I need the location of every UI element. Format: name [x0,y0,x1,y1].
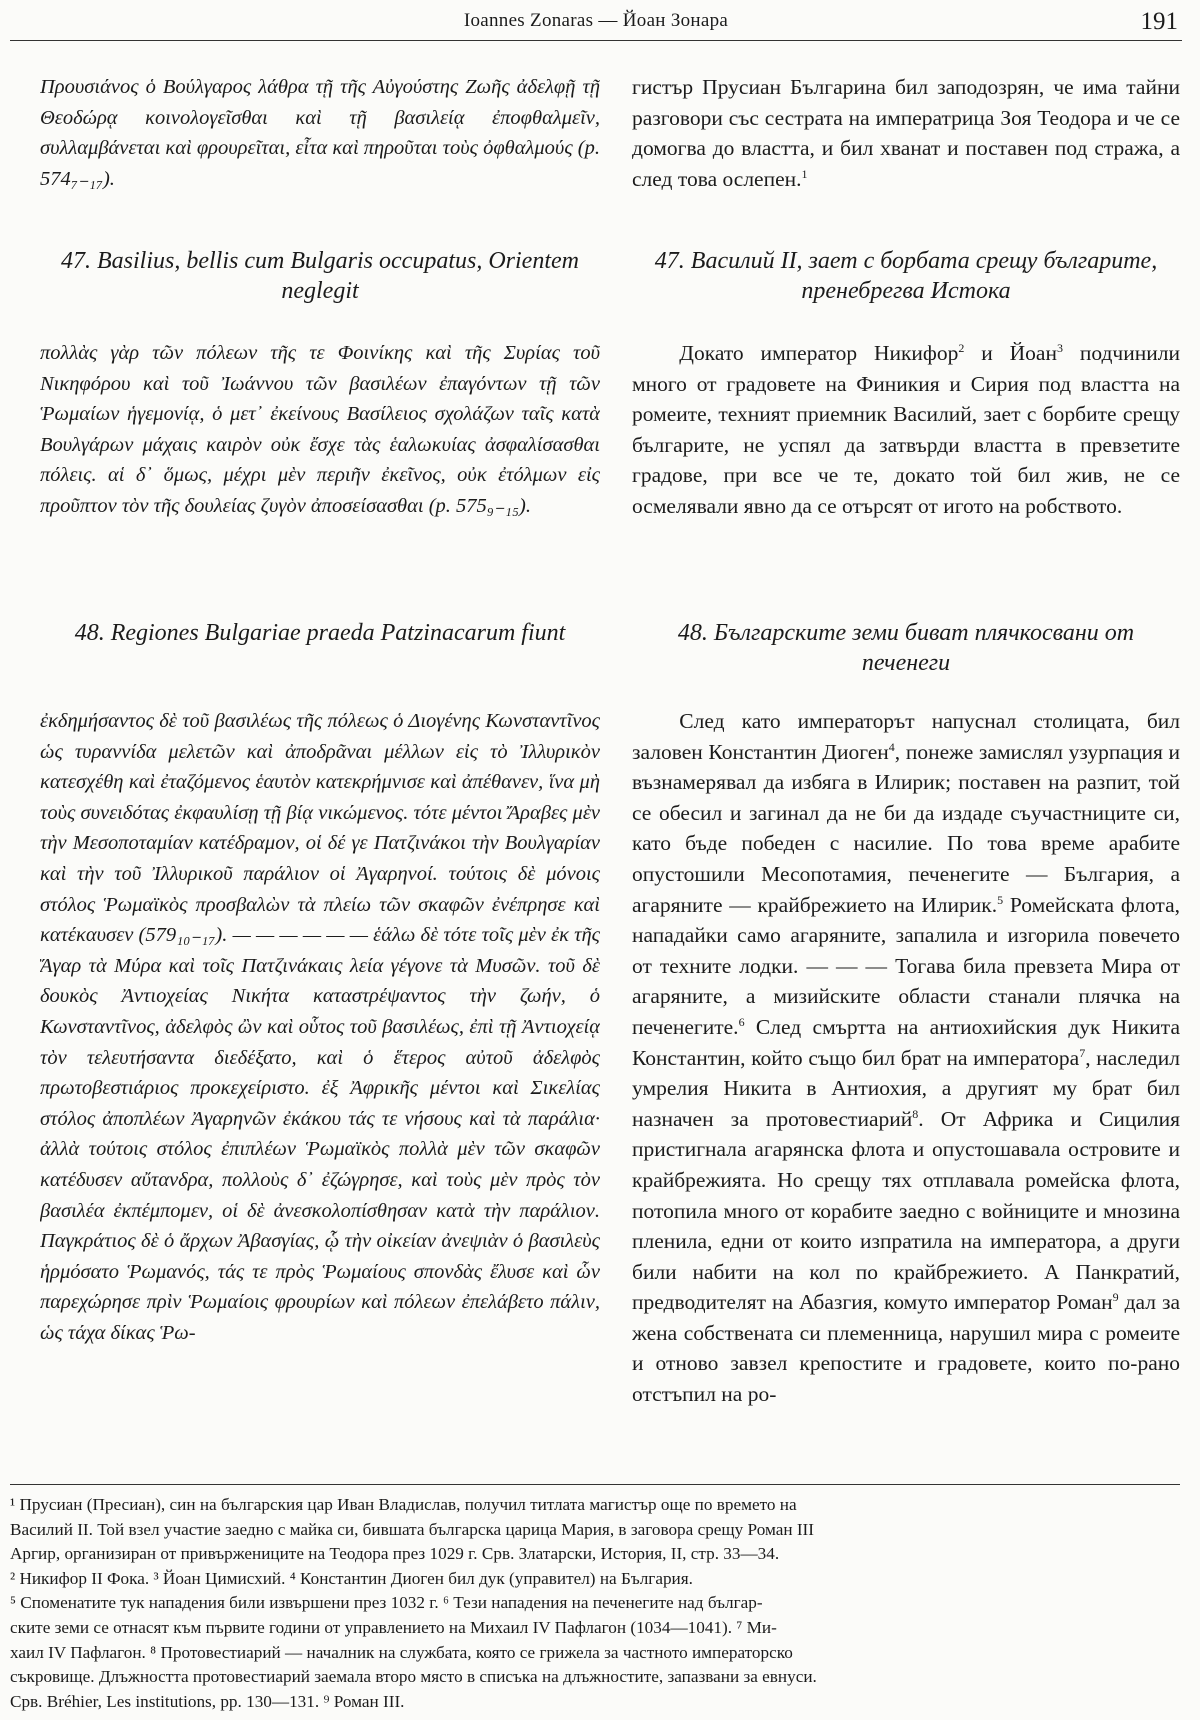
section-heading-48-bulgarian: 48. Българските земи биват плячкосвани от печенеги [677,620,1135,676]
text-span: , наследил умрелия Никита в Антиохия, а другият му брат бил назначен за протовестиарий [632,1045,1180,1131]
bulgarian-block-2 [632,338,1180,522]
footnote-ref-8[interactable]: 8 [912,1106,919,1121]
footnote-line: Василий II. Той взел участие заедно с майка си, бившата българска царица Мария, в заговора срещу Роман III [10,1519,815,1539]
footnote-line: съкровище. Длъжността протовестиарий заемала второ място в списъка на длъжностите, запазвани за евнуси. [10,1667,817,1687]
footnote-ref-3[interactable]: 3 [1056,340,1063,355]
bulgarian-block-1-wrap [632,72,1180,191]
greek-heading-47-wrap [40,246,600,312]
bulgarian-block-2-wrap [632,338,1180,582]
text-span: подчинили много от градовете на Финикия и Сирия под властта на ромеите, техният приемник Василий, зает с борбите срещу българите, не успял да затвърди властта в превзетите градове, при все че те, докато той бил жив, не се осмелявали явно да се отърсят от игото на робството. [632,341,1180,518]
section-heading-47-latin: 47. Basilius, bellis cum Bulgaris occupatus, Orientem neglegit [61,248,579,304]
bulgarian-heading-47-wrap [632,246,1180,312]
text-span: След като императорът напуснал столицата, бил заловен Константин Диоген [632,709,1180,764]
greek-column [40,72,600,1348]
bulgarian-block-3-wrap [632,706,1180,1410]
footnote-ref-1[interactable]: 1 [801,166,808,181]
running-header [10,8,1182,41]
footnote-ref-7[interactable]: 7 [1079,1045,1086,1060]
greek-block-3: ἐκδημήσαντος δὲ τοῦ βασιλέως τῆς πόλεως ὁ Διογένης Κωνσταντῖνος ὡς τυραννίδα μελετῶν καὶ ἀποδρᾶναι μέλλων εἰς τὸ Ἰλλυρικὸν κατεσχέθη καὶ ἐταζόμενος ἑαυτὸν κατεκρήμνισε καὶ ἀπέθανεν, ἵνα μὴ τοὺς συνειδότας ἐκφαυλίσῃ τῇ βίᾳ νικώμενος. τότε μέντοι Ἄραβες μὲν τὴν Μεσοποταμίαν κατέδραμον, οἱ δέ γε Πατζινάκοι τὴν Βουλγαρίαν καὶ τὴν τοῦ Ἰλλυρικοῦ παράλιον οἱ Ἀγαρηνοί. τούτοις δὲ μόνοις στόλος Ῥωμαϊκὸς προσβαλὼν τὰ πλείω τῶν σκαφῶν ἐνέπρησε καὶ κατέκαυσεν (579₁₀₋₁₇). — — — — — — ἑάλω δὲ τότε τοῖς μὲν ἐκ τῆς Ἄγαρ τὰ Μύρα καὶ τοῖς Πατζινάκαις λεία γέγονε τὰ Μυσῶν. τοῦ δὲ δουκὸς Ἀντιοχείας Νικήτα καταστρέψαντος τὴν ζωήν, ὁ Κωνσταντῖνος, ἀδελφὸς ὢν καὶ οὗτος τοῦ βασιλέως, ἐπὶ τῇ Ἀντιοχείᾳ τὸν τελευτήσαντα διεδέξατο, καὶ ὁ ἕτερος αὐτοῦ ἀδελφὸς πρωτοβεστιάριος προκεχείριστο. ἐξ Ἀφρικῆς μέντοι καὶ Σικελίας στόλος ἀποπλέων Ἀγαρηνῶν ἐκάκου τάς τε νήσους καὶ τὰ παράλια· ἀλλὰ τούτοις στόλος ἐπιπλέων Ῥωμαϊκὸς πολλὰ μὲν τῶν σκαφῶν κατέδυσεν αὔτανδρα, πολλοὺς δ᾿ ἐζώγρησε, καὶ τοὺς μὲν πρὸς τὸν βασιλέα ἐκπέμπομεν, οἱ δὲ ἀνεσκολοπίσθησαν κατὰ τὴν παράλιον. Παγκράτιος δὲ ὁ ἄρχων Ἀβασγίας, ᾧ τὴν οἰκείαν ἀνεψιὰν ὁ βασιλεὺς ἡρμόσατο Ῥωμανός, τάς τε πρὸς Ῥωμαίους σπονδὰς ἔλυσε καὶ ὧν παρεχώρησε πρὶν Ῥωμαίοις φρουρίων καὶ πόλεων ἐπελάβετο πάλιν, ὡς τάχα δίκας Ῥω- [40,710,600,1344]
page-number: 191 [1140,8,1178,35]
text-span: . От Африка и Сицилия пристигнала агарянска флота и опустошавала островите и крайбрежията. Но срещу тях отплавала ромейска флота, потопила много от корабите заедно с войниците и мнозина пленила, едни от които изпратила на императора, а други били набити на кол по крайбрежието. А Панкратий, предводителят на Абазгия, комуто император Роман [632,1106,1180,1315]
footnote-line: ² Никифор II Фока. ³ Йоан Цимисхий. ⁴ Константин Диоген бил дук (управител) на България. [10,1568,693,1588]
footnote-line: ¹ Прусиан (Пресиан), син на българския цар Иван Владислав, получил титлата магистър още по времето на [10,1495,797,1514]
greek-block-2-wrap [40,338,600,582]
header-title: Ioannes Zonaras — Йоан Зонара [463,10,729,31]
text-span: дал за жена собствената си племенница, нарушил мира с ромеите и отново завзел крепостите и градовете, които по-рано отстъпил на ро- [632,1290,1180,1407]
footnote-ref-2[interactable]: 2 [958,340,965,355]
footnotes [10,1484,1180,1714]
greek-block-1: Προυσιάνος ὁ Βούλγαρος λάθρα τῇ τῆς Αὐγούστης Ζωῆς ἀδελφῇ τῇ Θεοδώρᾳ κοινολογεῖσθαι καὶ τῇ βασιλείᾳ ἐποφθαλμεῖν, συλλαμβάνεται καὶ φρουρεῖται, εἶτα καὶ πηροῦται τοὺς ὀφθαλμούς (p. 574₇₋₁₇). [40,76,600,190]
bulgarian-block-3 [632,706,1180,1410]
bulgarian-block-1 [632,72,1180,194]
text-span: Ромейската флота, нападайки само агаряните, запалила и изгорила повечето от техните лодки. — — — Тогава била превзета Мира от агаряните, а мизийските области станали плячка на печенегите. [632,892,1180,1039]
text-span: , понеже замислял узурпация и възнамерявал да избяга в Илирик; поставен на разпит, той се обесил и загинал да не би да издаде съучастниците си, като бъде победен с насилие. По това време арабите опустошили Месопотамия, печенегите — България, а агаряните — крайбрежието на Илирик. [632,739,1180,917]
bulgarian-block-1-text: гистър Прусиан Българина бил заподозрян, че има тайни разговори със сестрата на императрица Зоя Теодора и че се домогва до властта, и бил хванат и поставен под стража, а след това ослепен. [632,75,1180,191]
bulgarian-column [632,72,1180,1410]
footnote-line: ските земи се отнасят към първите години от управлението на Михаил IV Пафлагон (1034—1041). ⁷ Ми- [10,1617,777,1637]
footnote-line: хаил IV Пафлагон. ⁸ Протовестиарий — началник на службата, която се грижела за частното императорско [10,1642,793,1662]
greek-block-3-wrap [40,706,600,1348]
footnote-ref-6[interactable]: 6 [738,1014,745,1029]
text-span: След смъртта на антиохийския дук Никита Константин, който също бил брат на императора [632,1014,1180,1070]
greek-heading-48-wrap [40,618,600,684]
section-heading-47-bulgarian: 47. Василий II, зает с борбата срещу българите, пренебрегва Истока [654,248,1158,304]
greek-block-1-wrap [40,72,600,190]
footnote-line: Аргир, организиран от привържениците на Теодора през 1029 г. Срв. Златарски, История, II, стр. 33—34. [10,1544,780,1564]
footnote-ref-9[interactable]: 9 [1112,1290,1119,1305]
footnote-line: Срв. Bréhier, Les institutions, pp. 130—131. ⁹ Роман III. [10,1691,405,1711]
footnote-line: ⁵ Споменатите тук нападения били извършени през 1032 г. ⁶ Тези нападения на печенегите над българ- [10,1593,763,1613]
section-heading-48-latin: 48. Regiones Bulgariae praeda Patzinacarum fiunt [74,620,566,646]
footnote-ref-5[interactable]: 5 [997,892,1004,907]
text-span: и Йоан [964,341,1057,365]
bulgarian-heading-48-wrap [632,618,1180,684]
text-span: Докато император Никифор [679,341,959,365]
footnote-ref-4[interactable]: 4 [888,739,895,754]
greek-block-2: πολλὰς γὰρ τῶν πόλεων τῆς τε Φοινίκης καὶ τῆς Συρίας τοῦ Νικηφόρου καὶ τοῦ Ἰωάννου τῶν βασιλέων ἐπαγόντων τῇ τῶν Ῥωμαίων ἡγεμονίᾳ, ὁ μετ᾿ ἐκείνους Βασίλειος σχολάζων ταῖς κατὰ Βουλγάρων μάχαις καιρὸν οὐκ ἔσχε τὰς ἑαλωκυίας ἀσφαλίσασθαι πόλεις. αἱ δ᾿ ὅμως, μέχρι μὲν περιῆν ἐκεῖνος, οὐκ ἐτόλμων εἰς προῦπτον τὸν τῆς δουλείας ζυγὸν ἀποσείσασθαι (p. 575₉₋₁₅). [40,342,600,517]
